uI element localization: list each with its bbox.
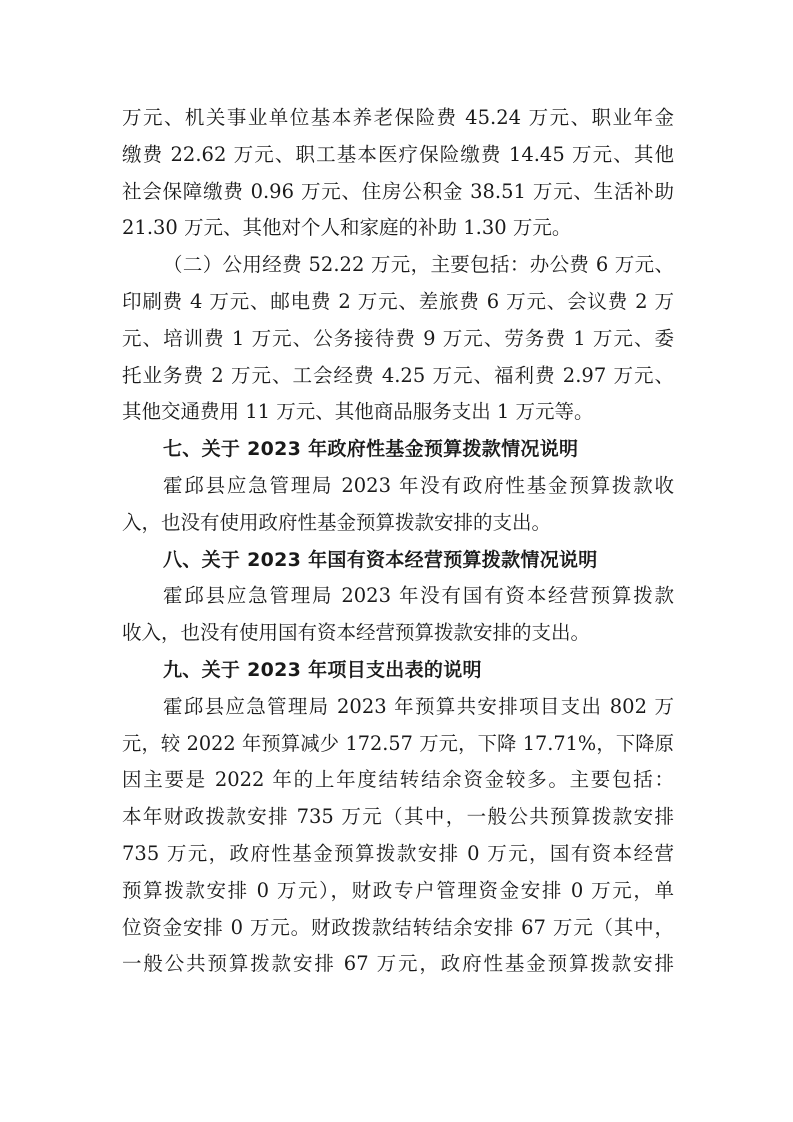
- body-line: 其他交通费用 11 万元、其他商品服务支出 1 万元等。: [122, 400, 594, 424]
- section-heading: 九、关于 2023 年项目支出表的说明: [163, 658, 482, 681]
- body-line: 预算拨款安排 0 万元），财政专户管理资金安排 0 万元，单: [122, 878, 674, 902]
- document-page: [122, 100, 674, 983]
- body-line: 21.30 万元、其他对个人和家庭的补助 1.30 万元。: [122, 216, 572, 240]
- body-line: 霍邱县应急管理局 2023 年没有政府性基金预算拨款收: [163, 473, 674, 497]
- body-line: 印刷费 4 万元、邮电费 2 万元、差旅费 6 万元、会议费 2 万: [122, 289, 674, 313]
- body-line: （二）公用经费 52.22 万元，主要包括：办公费 6 万元、: [163, 253, 674, 277]
- body-line: 735 万元，政府性基金预算拨款安排 0 万元，国有资本经营: [122, 841, 674, 865]
- body-line: 霍邱县应急管理局 2023 年预算共安排项目支出 802 万: [163, 694, 674, 718]
- section-heading: 七、关于 2023 年政府性基金预算拨款情况说明: [163, 438, 579, 461]
- body-line: 因主要是 2022 年的上年度结转结余资金较多。主要包括：: [122, 768, 674, 792]
- body-line: 位资金安排 0 万元。财政拨款结转结余安排 67 万元（其中，: [122, 915, 674, 939]
- body-line: 缴费 22.62 万元、职工基本医疗保险缴费 14.45 万元、其他: [122, 142, 674, 166]
- body-line: 一般公共预算拨款安排 67 万元，政府性基金预算拨款安排: [122, 952, 674, 976]
- body-line: 收入，也没有使用国有资本经营预算拨款安排的支出。: [122, 621, 591, 645]
- body-line: 本年财政拨款安排 735 万元（其中，一般公共预算拨款安排: [122, 805, 674, 829]
- body-line: 万元、机关事业单位基本养老保险费 45.24 万元、职业年金: [122, 106, 674, 129]
- body-line: 入，也没有使用政府性基金预算拨款安排的支出。: [122, 510, 552, 534]
- body-line: 元，较 2022 年预算减少 172.57 万元，下降 17.71%，下降原: [122, 731, 674, 755]
- body-line: 托业务费 2 万元、工会经费 4.25 万元、福利费 2.97 万元、: [122, 363, 674, 387]
- body-line: 社会保障缴费 0.96 万元、住房公积金 38.51 万元、生活补助: [122, 179, 674, 203]
- body-line: 霍邱县应急管理局 2023 年没有国有资本经营预算拨款: [163, 584, 674, 608]
- body-line: 元、培训费 1 万元、公务接待费 9 万元、劳务费 1 万元、委: [122, 326, 674, 350]
- section-heading: 八、关于 2023 年国有资本经营预算拨款情况说明: [163, 548, 598, 571]
